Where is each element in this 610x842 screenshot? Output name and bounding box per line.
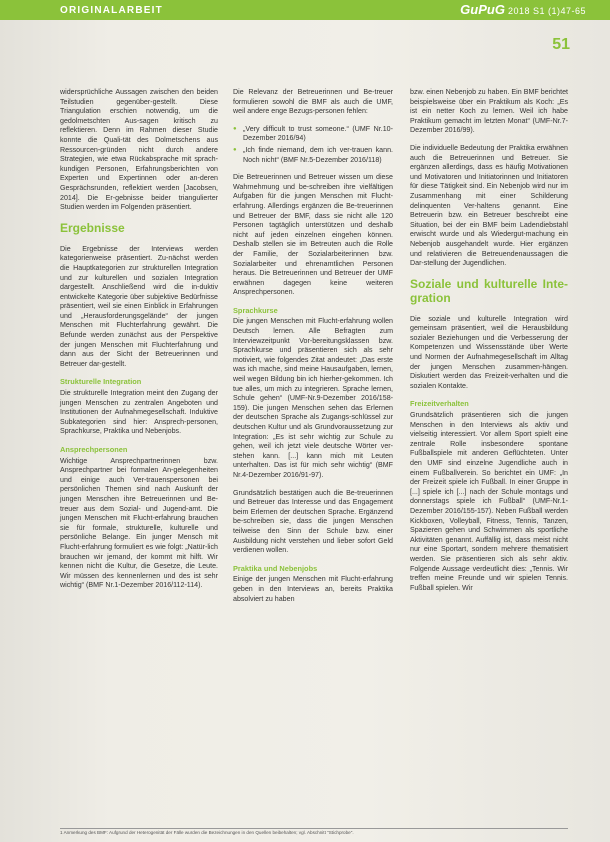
journal-brand xyxy=(460,2,586,17)
subheading-leisure: Freizeitverhalten xyxy=(410,399,469,409)
paragraph: bzw. einen Nebenjob zu haben. Ein BMF berichtet beispielsweise über ein Praktikum als Koch: „Es ist ein netter Koch zu lernen. Weil ich habe Praktikum gemacht im letzten Monat“ (UMF-Nr.7-Dezember 2016/99). xyxy=(410,88,568,135)
paragraph: Wichtige Ansprechpartnerinnen bzw. Ansprechpartner bei formalen An-gelegenheiten und einige auch Ver-trauenspersonen bei persönlichen Themen sind nach Auskunft der jungen Menschen ihre Betreuerinnen und Be-treuer aus dem Sozial- und Jugend-amt. Die jungen Menschen mit Flucht-erfahrung brauchen sie für formale, strukturelle, kulturelle und persönliche Belange. Ein junger Mensch mit Flucht-erfahrung formuliert es wie folgt: „Natür-lich brauchen wir jemand, der kommt mit hilft. Wir kennen nicht die Kultur, die Gesetze, die Leute. Wir müssen des kennenlernen und des ist sehr wichtig“ (BMF Nr.1-Dezember 2016/112-114). xyxy=(60,456,218,590)
paragraph: Die Betreuerinnen und Betreuer wissen um diese Wahrnehmung und be-schreiben ihre vielfältigen Aufgaben für die jungen Menschen mit Flucht-erfahrung. Allerdings ergänzen die Be-treuerinnen und Betreuer der BMF, dass sie nicht alle 120 Personen tagtäglich unterstützen und deshalb nicht auf jeden einzelnen eingehen können. Deshalb stellen sie im Betreuten auch die Rolle der Familie, der Sozialarbeiterinnen bzw. Sozialarbeiter und ehrenamtlichen Personen heraus. Die Betreuerinnen und Betreuer der UMF erwähnen dagegen keine weiteren Ansprechpersonen. xyxy=(233,173,393,297)
quote-item: ● „Very difficult to trust someone.“ (UMF Nr.10-Dezember 2016/94) xyxy=(233,125,393,144)
paragraph: Die strukturelle Integration meint den Zugang der jungen Menschen zu zentralen Angeboten und Institutionen der Aufnahmegesellschaft. Induktive Subkategorien sind hier: Ansprech-personen, Sprachkurse, Praktika und Nebenjobs. xyxy=(60,389,218,436)
paragraph: Einige der jungen Menschen mit Flucht-erfahrung geben in den Interviews an, bereits Praktika absolviert zu haben xyxy=(233,575,393,603)
paragraph: Die Relevanz der Betreuerinnen und Be-treuer formulieren sowohl die BMF als auch die UMF, weil andere enge Bezugs-personen fehlen: xyxy=(233,88,393,116)
section-heading-social-integration: Soziale und kulturelle Inte-gration xyxy=(410,276,568,305)
header-bar xyxy=(0,0,610,20)
subheading-structural-integration: Strukturelle Integration xyxy=(60,377,142,387)
quote-list xyxy=(233,125,393,165)
paragraph: widersprüchliche Aussagen zwischen den beiden Teilstudien gegenüber-gestellt. Diese Triangulation erschien notwendig, um die gedolmetschten Aus-sagen kritisch zu reflektieren. Denn im Rahmen dieser Studie konnte die Quali-tät des Dolmetschens aus Ressourcen-gründen nicht durch andere Strategien, wie etwa Rückabsprache mit sprach-kundigen Personen, Erfahrungsberichten von Experten und Expertinnen oder an-deren Gesprächsrunden, reflektiert werden [Jacobsen, 2014]. Die Er-gebnisse beider triangulierter Studien werden im Folgenden präsentiert. xyxy=(60,88,218,212)
column-right xyxy=(410,88,568,601)
footnote: 1 Anmerkung des BMF: Aufgrund der Heterogenität der Fälle wurden die Bezeichnungen in den Quellen beibehalten; vgl. Abschnitt "Stichprobe". xyxy=(60,828,568,835)
paragraph: Grundsätzlich bestätigen auch die Be-treuerinnen und Betreuer das Interesse und das Engagement beim Erlernen der deutschen Sprache. Ergänzend be-schreiben sie, dass die jungen Menschen teilweise den Sinn der Schule bzw. einer Ausbildung nicht verstehen und lieber sofort Geld verdienen wollen. xyxy=(233,488,393,555)
column-middle xyxy=(233,88,393,612)
subheading-internships: Praktika und Nebenjobs xyxy=(233,563,318,573)
quote-item: ● „Ich finde niemand, dem ich ver-trauen kann. Noch nicht“ (BMF Nr.5-Dezember 2016/118) xyxy=(233,146,393,165)
paragraph: Die Ergebnisse der Interviews werden kategorienweise präsentiert. Zu-nächst werden die Hauptkategorien zur strukturellen Integration und zur kulturellen und sozialen Integration dargestellt. Anschließend wird die in-duktiv entwickelte Kategorie über subjektive Bedürfnisse präsentiert, weil sie einen Einblick in Erfahrungen und „Herausforderungsgelände“ der jungen Menschen mit Fluchterfahrung gewährt. Die Befunde werden zunächst aus der Perspektive der jungen Menschen mit Fluchterfahrung und dann aus der Sicht der Betreuerinnen und Betreuer dar-gestellt. xyxy=(60,244,218,368)
journal-logo-text: GuPuG xyxy=(460,2,505,17)
column-left xyxy=(60,88,218,599)
paragraph: Die jungen Menschen mit Flucht-erfahrung wollen Deutsch lernen. Alle Befragten zum Interviewzeitpunkt Vor-bereitungsklassen bzw. Sprachkurse und präsentieren sich als sehr motiviert, wie folgendes Zitat andeutet: „Das erste was ich mache, sind meine Hausaufgaben, lernen, weil wegen Bildung bin ich hierher-gekommen. Ich tue alles, um mich zu integrieren. Sprache lernen, Schule gehen“ (UMF-Nr.9-Dezember 2016/158-159). Die jungen Menschen sehen das Erlernen der deutschen Sprache als Zugangs-schlüssel zur deutschen Kultur und als Grundvoraussetzung zur Integration: „Es ist sehr wichtig zur Schule zu gehen, weil ich jetzt viele deutsche Wörter ver-stehen kann. [...] kann mich mit Leuten unterhalten. Das ist für mich sehr wichtig“ (BMF Nr.4-Dezember 2016/91-97). xyxy=(233,317,393,479)
section-kicker: ORIGINALARBEIT xyxy=(60,5,163,16)
subheading-contacts: Ansprechpersonen xyxy=(60,445,128,454)
paragraph: Grundsätzlich präsentieren sich die jungen Menschen in den Interviews als aktiv und vielseitig interessiert. Vor allem Sport spielt eine zentrale Rolle insbesondere spontane Fußballspiele mit anderen Geflüchteten. Unter den UMF sind einzelne Jugendliche auch in einem Fußballverein. So berichtet ein UMF: „In der Freizeit spiele ich Fußball. In einer Gruppe in [...] spiele ich [...] nach der Schule montags und donnerstags spiele ich Fußball“ (UMF-Nr.1-Dezember 2016/155-157). Neben Fußball werden Kickboxen, Volleyball, Fitness, Tennis, Tanzen, Spazieren gehen und Schwimmen als sportliche Aktivitäten genannt. Auffällig ist, dass meist nicht nur eine Sportart, sondern mehrere thematisiert werden. Sie präsentieren sich als sehr aktiv. Folgende Aussage verdeutlicht dies: „Tennis. Wir treffen meine Freunde und wir spielen Tennis. Fußball spielen. Wir xyxy=(410,411,568,592)
paragraph: Die individuelle Bedeutung der Praktika erwähnen auch die Betreuerinnen und Betreuer. Sie ergänzen allerdings, dass es häufig Motivationen und Motivatoren und Initiatorinnen und Initiatoren für diese Tätigkeit sind. Ein Nebenjob wird nur im Zusammenhang mit einer Schilderung delinquenten Ver-haltens genannt. Eine Betreuerin bzw. ein Betreuer beschreibt eine Situation, bei der ein BMF beim Ladendiebstahl erwischt wurde und als Wiedergut-machung ein Nebenjob ausgehandelt wurde. Hier ergänzen und relativieren die Betreuendenaussagen die Dar-stellung der Jugendlichen. xyxy=(410,143,568,268)
section-heading-results: Ergebnisse xyxy=(60,220,125,235)
journal-issue: 2018 S1 (1)47-65 xyxy=(507,6,586,16)
paragraph: Die soziale und kulturelle Integration wird gemeinsam präsentiert, weil die Herausbildung sozialer Beziehungen und die Verbesserung der Kompetenzen und Wissensstände über Werte und Normen der Aufnahmegesellschaft im Alltag der jungen Menschen zusammen-hängen. Diskutiert werden das Freizeit-verhalten und die sozialen Kontakte. xyxy=(410,314,568,390)
subheading-language-courses: Sprachkurse xyxy=(233,305,278,315)
page-number: 51 xyxy=(552,36,570,53)
